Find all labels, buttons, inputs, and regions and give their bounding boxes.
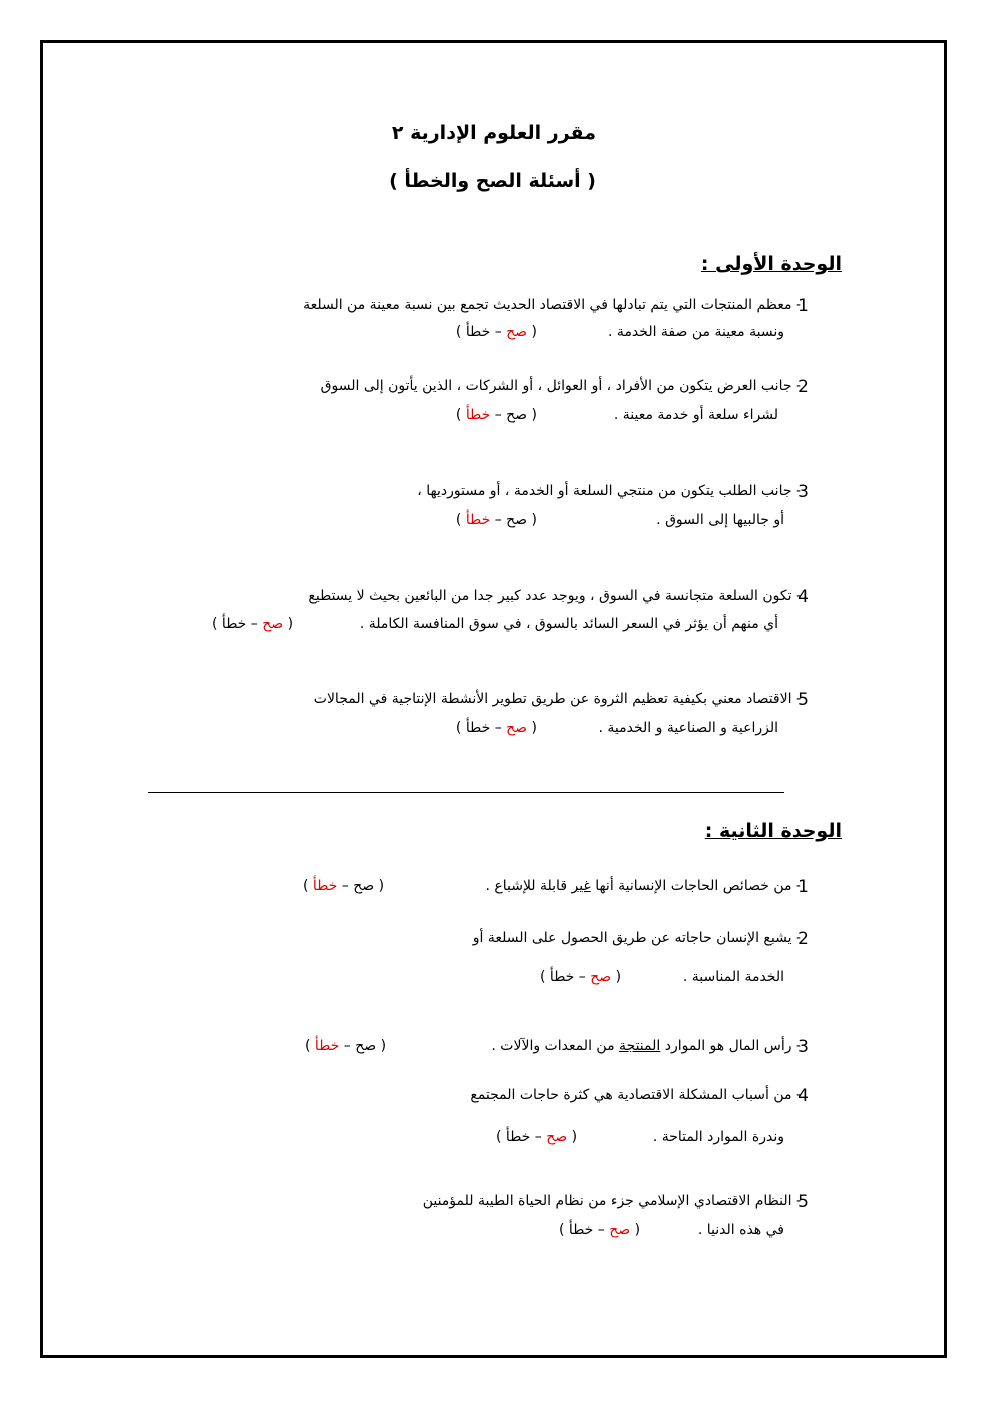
answer-true: صح: [353, 878, 375, 894]
question-text-line2: في هذه الدنيا .: [697, 1222, 784, 1238]
question-text-line2: أو جالبيها إلى السوق .: [656, 512, 784, 528]
question-text-line1: - جانب الطلب يتكون من منتجي السلعة أو الخدمة ، أو مستورديها ،: [417, 483, 801, 499]
answer-false: خطأ: [312, 878, 338, 894]
question-number: 5: [798, 1192, 809, 1212]
answer-true: صح: [262, 616, 284, 632]
question-text-line1: - من أسباب المشكلة الاقتصادية هي كثرة حاجات المجتمع: [470, 1087, 801, 1103]
answer-false: خطأ: [314, 1038, 340, 1054]
answer-choices: ( صح – خطأ ): [455, 407, 537, 423]
question-text-line2: ونسبة معينة من صفة الخدمة .: [608, 324, 784, 340]
answer-true: صح: [506, 720, 528, 736]
question-text: - رأس المال هو الموارد المنتجة من المعدات والآلات .: [491, 1038, 801, 1054]
answer-choices: ( صح – خطأ ): [212, 616, 294, 632]
answer-true: صح: [355, 1038, 377, 1054]
answer-false: خطأ: [465, 324, 491, 340]
page-title: مقرر العلوم الإدارية ٢: [391, 122, 596, 144]
answer-true: صح: [546, 1129, 568, 1145]
question-text-line2: الخدمة المناسبة .: [682, 969, 784, 985]
question-text-line2: وندرة الموارد المتاحة .: [652, 1129, 784, 1145]
answer-true: صح: [506, 512, 528, 528]
answer-choices: ( صح – خطأ ): [540, 969, 622, 985]
answer-choices: ( صح – خطأ ): [496, 1129, 578, 1145]
unit2-heading: الوحدة الثانية :: [704, 820, 842, 842]
answer-false: خطأ: [465, 720, 491, 736]
answer-choices: ( صح – خطأ ): [305, 1038, 387, 1054]
answer-false: خطأ: [549, 969, 575, 985]
question-text-line1: - الاقتصاد معني بكيفية تعظيم الثروة عن طريق تطوير الأنشطة الإنتاجية في المجالات: [313, 691, 801, 707]
answer-true: صح: [506, 324, 528, 340]
answer-choices: ( صح – خطأ ): [559, 1222, 641, 1238]
question-text-line2: لشراء سلعة أو خدمة معينة .: [613, 407, 778, 423]
question-text-line1: - جانب العرض يتكون من الأفراد ، أو العوائل ، أو الشركات ، الذين يأتون إلى السوق: [320, 378, 801, 394]
answer-choices: ( صح – خطأ ): [455, 324, 537, 340]
question-number: 1: [798, 296, 809, 316]
answer-true: صح: [590, 969, 612, 985]
answer-false: خطأ: [221, 616, 247, 632]
answer-true: صح: [609, 1222, 631, 1238]
answer-choices: ( صح – خطأ ): [455, 512, 537, 528]
answer-choices: ( صح – خطأ ): [455, 720, 537, 736]
question-text: - من خصائص الحاجات الإنسانية أنها غير قابلة للإشباع .: [485, 878, 801, 894]
question-text-line1: - يشبع الإنسان حاجاته عن طريق الحصول على السلعة أو: [472, 930, 801, 946]
question-number: 3: [798, 482, 809, 502]
unit1-heading: الوحدة الأولى :: [700, 253, 842, 275]
emphasized-word: المنتجة: [619, 1038, 661, 1054]
answer-false: خطأ: [465, 512, 491, 528]
answer-choices: ( صح – خطأ ): [303, 878, 385, 894]
answer-false: خطأ: [465, 407, 491, 423]
question-number: 1: [798, 877, 809, 897]
question-text-line1: - معظم المنتجات التي يتم تبادلها في الاقتصاد الحديث تجمع بين نسبة معينة من السلعة: [303, 297, 801, 313]
emphasized-word: غير: [571, 878, 591, 894]
question-text-line1: - النظام الاقتصادي الإسلامي جزء من نظام الحياة الطيبة للمؤمنين: [422, 1193, 801, 1209]
question-number: 2: [798, 377, 809, 397]
answer-true: صح: [506, 407, 528, 423]
question-number: 3: [798, 1037, 809, 1057]
section-divider: [148, 792, 784, 793]
answer-false: خطأ: [505, 1129, 531, 1145]
question-text-line2: الزراعية و الصناعية و الخدمية .: [598, 720, 778, 736]
page-subtitle: ( أسئلة الصح والخطأ ): [389, 170, 596, 192]
question-number: 4: [798, 587, 809, 607]
question-text-line2: أي منهم أن يؤثر في السعر السائد بالسوق ، في سوق المنافسة الكاملة .: [359, 616, 778, 632]
question-number: 5: [798, 690, 809, 710]
question-text-line1: - تكون السلعة متجانسة في السوق ، ويوجد عدد كبير جدا من البائعين بحيث لا يستطيع: [308, 588, 801, 604]
question-number: 4: [798, 1086, 809, 1106]
answer-false: خطأ: [568, 1222, 594, 1238]
question-number: 2: [798, 929, 809, 949]
